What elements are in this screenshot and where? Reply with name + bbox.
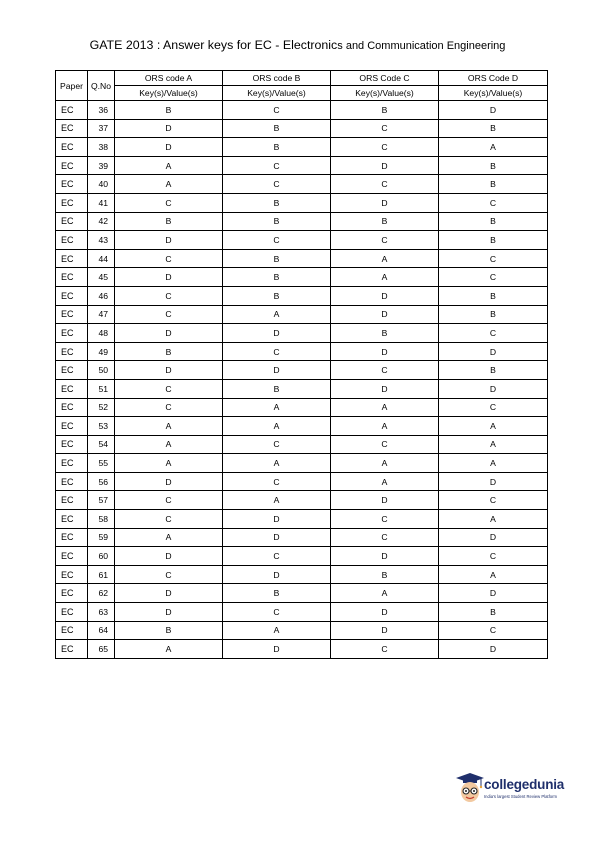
cell-key-d: D — [439, 584, 548, 603]
cell-key-b: C — [223, 472, 331, 491]
cell-paper: EC — [56, 491, 88, 510]
cell-paper: EC — [56, 584, 88, 603]
cell-key-c: C — [331, 138, 439, 157]
cell-paper: EC — [56, 454, 88, 473]
cell-key-d: D — [439, 640, 548, 659]
subheader-a: Key(s)/Value(s) — [115, 86, 223, 101]
cell-key-c: C — [331, 435, 439, 454]
cell-key-c: D — [331, 305, 439, 324]
cell-key-d: D — [439, 101, 548, 120]
cell-key-b: C — [223, 603, 331, 622]
cell-key-b: D — [223, 361, 331, 380]
table-row — [56, 156, 548, 175]
table-row — [56, 305, 548, 324]
table-row — [56, 398, 548, 417]
cell-qno: 36 — [88, 101, 115, 120]
cell-paper: EC — [56, 510, 88, 529]
cell-key-a: D — [115, 119, 223, 138]
header-code-b: ORS code B — [223, 71, 331, 86]
cell-key-c: B — [331, 212, 439, 231]
cell-key-a: C — [115, 510, 223, 529]
cell-key-b: B — [223, 119, 331, 138]
cell-key-b: C — [223, 547, 331, 566]
cell-qno: 53 — [88, 417, 115, 436]
cell-key-a: D — [115, 231, 223, 250]
cell-paper: EC — [56, 379, 88, 398]
cell-key-d: A — [439, 454, 548, 473]
page-title — [0, 38, 595, 52]
cell-paper: EC — [56, 398, 88, 417]
cell-paper: EC — [56, 193, 88, 212]
table-row — [56, 268, 548, 287]
table-header — [56, 71, 548, 101]
cell-key-d: B — [439, 231, 548, 250]
cell-key-a: D — [115, 472, 223, 491]
cell-qno: 64 — [88, 621, 115, 640]
cell-key-b: C — [223, 342, 331, 361]
cell-key-c: D — [331, 342, 439, 361]
cell-key-c: D — [331, 621, 439, 640]
cell-key-b: B — [223, 249, 331, 268]
cell-key-a: B — [115, 212, 223, 231]
cell-key-b: B — [223, 193, 331, 212]
cell-key-d: C — [439, 193, 548, 212]
table-row — [56, 528, 548, 547]
cell-key-b: C — [223, 435, 331, 454]
cell-qno: 46 — [88, 286, 115, 305]
cell-key-c: D — [331, 547, 439, 566]
answer-key-table — [55, 70, 548, 659]
cell-key-a: A — [115, 528, 223, 547]
cell-key-b: B — [223, 379, 331, 398]
cell-key-c: C — [331, 510, 439, 529]
cell-key-c: C — [331, 231, 439, 250]
cell-key-c: C — [331, 175, 439, 194]
header-code-c: ORS Code C — [331, 71, 439, 86]
cell-paper: EC — [56, 603, 88, 622]
cell-key-b: A — [223, 621, 331, 640]
table-row — [56, 138, 548, 157]
header-code-a: ORS code A — [115, 71, 223, 86]
subheader-c: Key(s)/Value(s) — [331, 86, 439, 101]
cell-key-b: D — [223, 640, 331, 659]
cell-paper: EC — [56, 268, 88, 287]
cell-qno: 45 — [88, 268, 115, 287]
cell-key-b: D — [223, 510, 331, 529]
cell-qno: 40 — [88, 175, 115, 194]
cell-key-d: D — [439, 528, 548, 547]
cell-qno: 51 — [88, 379, 115, 398]
cell-key-a: D — [115, 324, 223, 343]
cell-key-a: C — [115, 305, 223, 324]
cell-key-c: D — [331, 491, 439, 510]
header-qno: Q.No — [88, 71, 115, 101]
cell-paper: EC — [56, 156, 88, 175]
cell-paper: EC — [56, 435, 88, 454]
cell-key-b: A — [223, 305, 331, 324]
table-row — [56, 454, 548, 473]
cell-key-a: D — [115, 361, 223, 380]
cell-key-a: C — [115, 249, 223, 268]
cell-key-d: A — [439, 435, 548, 454]
cell-qno: 59 — [88, 528, 115, 547]
cell-paper: EC — [56, 119, 88, 138]
table-row — [56, 212, 548, 231]
cell-key-b: C — [223, 156, 331, 175]
cell-qno: 44 — [88, 249, 115, 268]
cell-key-a: B — [115, 342, 223, 361]
cell-key-a: D — [115, 603, 223, 622]
cell-key-d: D — [439, 342, 548, 361]
cell-key-d: B — [439, 286, 548, 305]
table-row — [56, 472, 548, 491]
logo-tagline: India's largest Student Review Platform — [484, 794, 557, 799]
table-row — [56, 547, 548, 566]
header-paper: Paper — [56, 71, 88, 101]
cell-qno: 58 — [88, 510, 115, 529]
table-row — [56, 249, 548, 268]
cell-key-a: C — [115, 379, 223, 398]
table-row — [56, 175, 548, 194]
cell-key-a: A — [115, 156, 223, 175]
cell-key-b: B — [223, 584, 331, 603]
cell-key-d: C — [439, 547, 548, 566]
cell-qno: 55 — [88, 454, 115, 473]
cell-paper: EC — [56, 231, 88, 250]
cell-key-b: B — [223, 138, 331, 157]
cell-qno: 52 — [88, 398, 115, 417]
cell-paper: EC — [56, 138, 88, 157]
subheader-b: Key(s)/Value(s) — [223, 86, 331, 101]
cell-qno: 41 — [88, 193, 115, 212]
cell-key-a: D — [115, 584, 223, 603]
cell-paper: EC — [56, 286, 88, 305]
cell-qno: 56 — [88, 472, 115, 491]
cell-paper: EC — [56, 361, 88, 380]
cell-key-d: A — [439, 138, 548, 157]
table-row — [56, 286, 548, 305]
table-row — [56, 435, 548, 454]
cell-key-d: A — [439, 417, 548, 436]
cell-key-d: A — [439, 565, 548, 584]
cell-key-a: C — [115, 398, 223, 417]
cell-key-c: B — [331, 324, 439, 343]
cell-key-a: C — [115, 286, 223, 305]
cell-key-a: B — [115, 621, 223, 640]
cell-qno: 54 — [88, 435, 115, 454]
cell-key-c: B — [331, 101, 439, 120]
cell-key-a: D — [115, 268, 223, 287]
cell-key-b: A — [223, 417, 331, 436]
title-main: GATE 2013 : Answer keys for EC - Electronic — [89, 38, 338, 52]
cell-paper: EC — [56, 640, 88, 659]
table-row — [56, 119, 548, 138]
table-row — [56, 193, 548, 212]
cell-paper: EC — [56, 417, 88, 436]
cell-qno: 38 — [88, 138, 115, 157]
cell-key-c: B — [331, 565, 439, 584]
table-row — [56, 379, 548, 398]
cell-key-c: A — [331, 454, 439, 473]
cell-key-c: A — [331, 249, 439, 268]
table-row — [56, 621, 548, 640]
cell-qno: 63 — [88, 603, 115, 622]
table-body — [56, 101, 548, 659]
cell-key-b: A — [223, 398, 331, 417]
cell-key-b: B — [223, 268, 331, 287]
cell-key-a: C — [115, 565, 223, 584]
cell-qno: 48 — [88, 324, 115, 343]
cell-key-c: A — [331, 472, 439, 491]
cell-key-b: A — [223, 491, 331, 510]
cell-key-d: B — [439, 212, 548, 231]
table-row — [56, 417, 548, 436]
table-row — [56, 565, 548, 584]
cell-qno: 37 — [88, 119, 115, 138]
cell-key-c: C — [331, 528, 439, 547]
cell-key-a: D — [115, 547, 223, 566]
cell-key-d: D — [439, 379, 548, 398]
cell-key-d: B — [439, 175, 548, 194]
table-row — [56, 640, 548, 659]
cell-key-c: C — [331, 361, 439, 380]
cell-paper: EC — [56, 621, 88, 640]
table-row — [56, 324, 548, 343]
cell-key-d: B — [439, 603, 548, 622]
table-row — [56, 342, 548, 361]
cell-key-d: B — [439, 305, 548, 324]
table-row — [56, 361, 548, 380]
cell-key-b: D — [223, 565, 331, 584]
cell-key-d: C — [439, 398, 548, 417]
header-code-d: ORS Code D — [439, 71, 548, 86]
cell-key-b: A — [223, 454, 331, 473]
cell-key-a: A — [115, 417, 223, 436]
cell-key-d: B — [439, 119, 548, 138]
cell-paper: EC — [56, 249, 88, 268]
subheader-d: Key(s)/Value(s) — [439, 86, 548, 101]
cell-key-c: A — [331, 268, 439, 287]
cell-key-a: A — [115, 175, 223, 194]
cell-paper: EC — [56, 547, 88, 566]
cell-key-c: C — [331, 640, 439, 659]
cell-key-c: D — [331, 379, 439, 398]
cell-key-b: D — [223, 324, 331, 343]
cell-key-a: C — [115, 491, 223, 510]
table-row — [56, 491, 548, 510]
logo-brand: collegedunia — [484, 777, 565, 792]
cell-key-c: D — [331, 193, 439, 212]
cell-paper: EC — [56, 101, 88, 120]
cell-key-b: B — [223, 212, 331, 231]
cell-key-a: A — [115, 640, 223, 659]
cell-key-c: D — [331, 603, 439, 622]
cell-qno: 49 — [88, 342, 115, 361]
collegedunia-logo — [455, 772, 570, 806]
cell-key-d: C — [439, 249, 548, 268]
cell-key-a: B — [115, 101, 223, 120]
cell-key-c: A — [331, 398, 439, 417]
cell-paper: EC — [56, 324, 88, 343]
table-row — [56, 231, 548, 250]
table-row — [56, 510, 548, 529]
cell-paper: EC — [56, 342, 88, 361]
cell-key-d: B — [439, 361, 548, 380]
cell-paper: EC — [56, 528, 88, 547]
cell-key-d: D — [439, 472, 548, 491]
cell-qno: 60 — [88, 547, 115, 566]
cell-paper: EC — [56, 175, 88, 194]
cell-key-d: C — [439, 268, 548, 287]
cell-key-a: A — [115, 435, 223, 454]
table-row — [56, 584, 548, 603]
cell-qno: 39 — [88, 156, 115, 175]
cell-key-a: C — [115, 193, 223, 212]
cell-paper: EC — [56, 472, 88, 491]
cell-paper: EC — [56, 305, 88, 324]
table-row — [56, 101, 548, 120]
cell-key-a: A — [115, 454, 223, 473]
cell-key-d: A — [439, 510, 548, 529]
cell-key-b: C — [223, 231, 331, 250]
cell-key-c: C — [331, 119, 439, 138]
cell-key-c: D — [331, 286, 439, 305]
graduate-face-icon — [455, 772, 485, 804]
cell-key-d: C — [439, 621, 548, 640]
cell-qno: 42 — [88, 212, 115, 231]
cell-qno: 43 — [88, 231, 115, 250]
cell-paper: EC — [56, 565, 88, 584]
cell-qno: 57 — [88, 491, 115, 510]
cell-key-a: D — [115, 138, 223, 157]
cell-key-c: A — [331, 417, 439, 436]
cell-key-c: D — [331, 156, 439, 175]
cell-key-d: B — [439, 156, 548, 175]
cell-key-b: B — [223, 286, 331, 305]
cell-qno: 50 — [88, 361, 115, 380]
cell-key-b: C — [223, 175, 331, 194]
cell-key-b: C — [223, 101, 331, 120]
cell-key-b: D — [223, 528, 331, 547]
title-tail: s and Communication Engineering — [337, 40, 506, 52]
cell-qno: 65 — [88, 640, 115, 659]
cell-key-d: C — [439, 491, 548, 510]
cell-key-d: C — [439, 324, 548, 343]
cell-paper: EC — [56, 212, 88, 231]
cell-key-c: A — [331, 584, 439, 603]
cell-qno: 47 — [88, 305, 115, 324]
cell-qno: 62 — [88, 584, 115, 603]
cell-qno: 61 — [88, 565, 115, 584]
table-row — [56, 603, 548, 622]
